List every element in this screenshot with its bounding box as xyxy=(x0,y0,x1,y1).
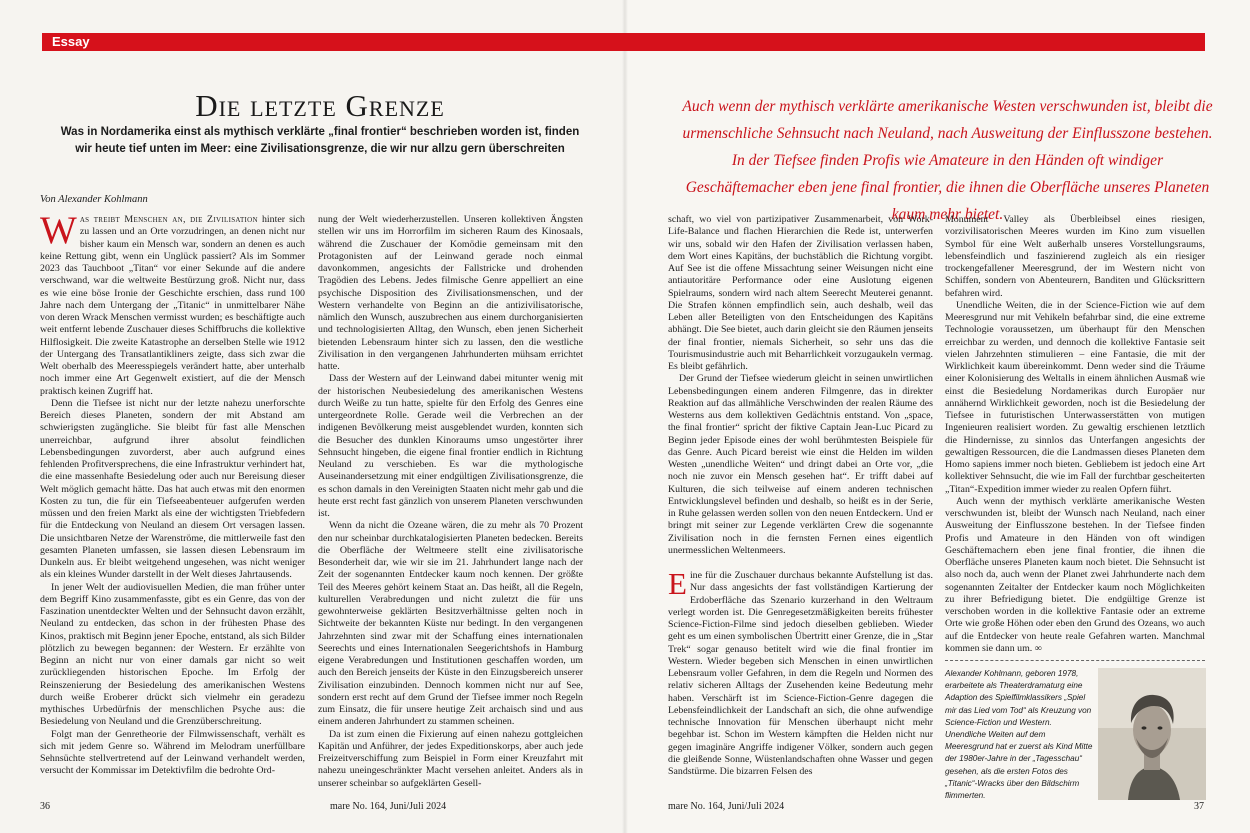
paragraph: Denn die Tiefsee ist nicht nur der letzte nahezu unerforschte Bereich dieses Planeten, sondern der mit Abstand am schwierigsten zugängliche. Sie bleibt für fast alle Menschen unerreichbar, aufgrund ihrer absolut feindlichen Lebensbedingungen zuvorderst, aber auch aufgrund eines fehlenden Profitversprechens, die eine Infrastruktur verhindert hat, die eine massenhafte Besiedelung oder auch nur Bereisung dieser Welt möglich gemacht hätte. Das hat auch etwas mit den enormen Kosten zu tun, die für ein Tiefseeabenteuer aufgerufen werden müssen und den freien Markt als eine der wichtigsten Triebfedern für die Entdeckung von Neuland an diesem Ort versagen lassen. Die unsichtbaren Netze der Warenströme, die mittlerweile fast den gesamten Planeten umfassen, sie lassen diesen Lebensraum im Dunkeln aus. Er bleibt weitgehend ungesehen, was nicht weniger als ein kleines Wunder darstellt in der Welt dieses Jahrtausends. xyxy=(40,397,305,581)
paragraph: Wenn da nicht die Ozeane wären, die zu mehr als 70 Prozent den nur scheinbar durchkatalogisierten Planeten bedecken. Bereits die Oberfläche der Weltmeere stellt eine zivilisatorische Besonderheit dar, wie wir sie im 21. Jahrhundert lange nach der Zeit der sogenannten Entdecker kaum noch kennen. Der größte Teil des Meeres gehört keinem Staat an. Das heißt, all die Regeln, kulturellen Verabredungen und nicht zuletzt die für uns gewohnterweise geklärten Besitzverhältnisse gelten noch in Sichtweite der bekannten Küste nur bedingt. In den vergangenen Jahrzehnten sind zwar mit der Schaffung eines internationalen Seerechts und eines Internationalen Seegerichtshofs in Hamburg eigene Verabredungen und Institutionen geschaffen worden, um auch den Bereich jenseits der Küste in den Einzugsbereich unserer Zivilisation einzubinden. Dennoch kommen nicht nur auf See, sondern erst recht auf dem Grund der Tiefsee immer noch Regeln zum Einsatz, die für unsere heutige Zeit archaisch sind und aus einem anderen Jahrhundert zu stammen scheinen. xyxy=(318,520,583,728)
author-portrait xyxy=(1098,668,1206,800)
pull-quote: Auch wenn der mythisch verklärte amerikanische Westen verschwunden ist, bleibt die urmenschliche Sehnsucht nach Neuland, nach Ausweitung der Einflusszone bestehen. In der Tiefsee finden Profis wie Amateure in den Händen oft windiger Geschäftemacher eben jene final frontier, die ihnen die Oberfläche unseres Planeten kaum mehr bietet. xyxy=(682,98,1213,223)
article-headline: Die letzte Grenze xyxy=(195,88,445,123)
paragraph: In jener Welt der audiovisuellen Medien, die man früher unter dem Begriff Kino zusammenfasste, gibt es ein Genre, das von der Faszination unentdeckter Welten und der Sehnsucht davon erzählt, Neuland zu entdecken, das schon in der frühesten Phase des Kinos, praktisch mit Beginn jener Epoche, entstand, als sich Bilder plötzlich zu bewegen begannen: der Western. Er erzählte von Beginn an nicht nur von einer damals gar nicht so weit zurückliegenden historischen Epoche. Im Erfolg der Reinszenierung der Besiedelung des amerikanischen Westens durch weiße Eroberer drückt sich vielmehr ein geradezu mythisches Urbedürfnis der menschlichen Psyche aus: die Besiedelung von Neuland und die Grenzüberschreitung. xyxy=(40,581,305,728)
paragraph xyxy=(40,214,305,398)
left-page-number: 36 xyxy=(40,801,50,812)
paragraph: Dass der Western auf der Leinwand dabei mitunter wenig mit der historischen Neubesiedelung des amerikanischen Westens durch Weiße zu tun hatte, spielte für den Erfolg des Genres eine untergeordnete Rolle. Gerade weil die Verbrechen an der indigenen Bevölkerung meist ausgeblendet wurden, konnten sich die Besucher des dunklen Kinoraums umso ungestörter ihrer Sehnsucht hingeben, die eigene final frontier endlich in Richtung Neuland zu verschieben. Es war die mythologische Auseinandersetzung mit einer endgültigen Zivilisationsgrenze, die es schon damals in den Vereinigten Staaten nicht mehr gab und die heute erst recht fast gänzlich von unserem Planeten verschwunden ist. xyxy=(318,373,583,519)
page-gutter xyxy=(622,0,628,833)
paragraph: nung der Welt wiederherzustellen. Unseren kollektiven Ängsten stellen wir uns im Horrorfilm im sicheren Raum des Kinosaals, während die Zuschauer der Komödie gemeinsam mit den Protagonisten auf der Leinwand gerade noch einmal davonkommen, angesichts der Fallstricke und drohenden Tragödien des Lebens. Jedes filmische Genre appelliert an eine psychische Disposition des Zivilisationsmenschen, und der Western verhandelte von Beginn an die antizivilisatorische, nämlich den Wunsch, auszubrechen aus einem durchorganisierten und technologisierten Alltag, den Wunsch, eben jenen Sicherheit bietenden Lebensraum hinter sich zu lassen, den die westliche Zivilisation in den vergangenen Jahrhunderten mühsam errichtet hatte. xyxy=(318,214,583,372)
left-issue-info: mare No. 164, Juni/Juli 2024 xyxy=(330,801,447,812)
author-bio: Alexander Kohlmann, geboren 1978, erarbeitete als Theaterdramaturg eine Adaption des Spielfilmklassikers „Spiel mir das Lied vom Tod“ als Kreuzung von Science-Fiction und Western. Unendliche Weiten auf dem Meeresgrund hat er zuerst als Kind Mitte der 1980er-Jahre in der „Tagesschau“ gesehen, als die ersten Fotos des „Titanic“-Wracks über den Bildschirm flimmerten. xyxy=(945,669,1093,801)
paragraph: Monument Valley als Überbleibsel eines riesigen, vorzivilisatorischen Meeres wurden im Kino zum visuellen Symbol für eine Welt außerhalb unseres Vorstellungsraums, lebensfeindlich und faszinierend zugleich als ein riesiger trockengefallener Meeresgrund, der im Western nicht von Schiffen, sondern von Abenteurern, Banditen und Glücksrittern befahren wird. xyxy=(945,214,1205,299)
rubric-bar xyxy=(42,33,1205,51)
text-column-3 xyxy=(668,214,933,812)
paragraph: Unendliche Weiten, die in der Science-Fiction wie auf dem Meeresgrund nur mit Vehikeln befahrbar sind, die eine extreme Technologie voraussetzen, um überhaupt für den Menschen erreichbar zu werden, und dennoch die kollektive Fantasie seit vielen Jahrzehnten stimulieren – eine Fantasie, die mit der Wirklichkeit kaum übereinkommt. Denn weder sind die Träume einer Kolonisierung des Weltalls in einem ähnlichen Ausmaß wie einst die Besiedelung Nordamerikas durch Europäer nur annähernd Wirklichkeit geworden, noch ist die Besiedelung der Tiefsee in futuristischen Unterwasserstätten von mutigen Ingenieuren realisiert worden. Zu gewaltig erschienen letztlich die Hindernisse, zu sinnlos das Unterfangen angesichts der gewaltigen Ressourcen, die die Landmassen dieses Planeten dem Homo sapiens immer noch bieten. Gebliebem ist jedoch eine Art kollektiver Sehnsucht, die wie im Fall der furchtbar gescheiterten „Titan“-Expedition immer wieder zu realen Opfern führt. xyxy=(945,299,1205,495)
paragraph xyxy=(668,566,933,778)
text-column-2 xyxy=(318,214,583,812)
paragraph: Folgt man der Genretheorie der Filmwissenschaft, verhält es sich mit jedem Genre so. Während im Melodram unerfüllbare Sehnsüchte stellvertretend auf der Leinwand verhandelt werden, versucht der Kommissar im Detektivfilm die bedrohte Ord- xyxy=(40,728,305,777)
drop-cap: E xyxy=(668,566,687,601)
drop-cap: W xyxy=(40,214,77,252)
rubric-label: Essay xyxy=(52,34,90,49)
right-issue-info: mare No. 164, Juni/Juli 2024 xyxy=(668,801,785,812)
portrait-illustration xyxy=(1098,668,1206,800)
paragraph-text: hinter sich zu lassen und an Orte vorzudringen, an denen nicht nur bisher kaum ein Mensch war, sondern an denen es auch keine Rettung gibt, wenn ein Unglück passiert? Als im Sommer 2023 das Tauchboot „Titan“ vor einer Sekunde auf die andere verschwand, war die weltweite Bestürzung groß. Nicht nur, dass es wie eine böse Ironie der Geschichte erschien, dass rund 100 Jahre nach dem Untergang der „Titanic“ in unmittelbarer Nähe von deren Wrack Menschen vermisst wurden; es beschäftigte auch weit entfernt lebende Zuschauer dieses Schiffbruchs die kollektive Hilflosigkeit. Die zweite Katastrophe an derselben Stelle wie 1912 der Untergang des Transatlantikliners zeigte, dass sich zwar die Welt oberhalb des Meeresspiegels verändert hatte, aber unterhalb noch immer eine Art Gegenwelt existiert, auf die der Mensch praktisch keinen Zugriff hat. xyxy=(40,214,305,397)
paragraph: Der Grund der Tiefsee wiederum gleicht in seinen unwirtlichen Lebensbedingungen einem anderen Filmgenre, das in direkter Reaktion auf das allmähliche Verschwinden der realen Räume des Westerns aus dem kollektiven Gedächtnis entstand. Von „space, the final frontier“ spricht der fiktive Captain Jean-Luc Picard zu Beginn jeder Episode eines der wohl berühmtesten Beispiele für das Genre. Auch Picard bereist wie einst die Helden im wilden Westen „unendliche Weiten“ und dringt dabei an Orte vor, „die noch nie zuvor ein Mensch gesehen hat“. Er trifft dabei auf Kulturen, die sich teilweise auf einem anderen technischen Entwicklungslevel befinden und deshalb, so heißt es in der Serie, in Ruhe gelassen werden sollen von den neuen Entdeckern. Und er bringt mit seiner zur Legende verklärten Crew die sogenannte Zivilisation noch in die fernsten Fernen eines eigentlich unermesslichen Weltenmeers. xyxy=(668,373,933,556)
paragraph: Da ist zum einen die Fixierung auf einen nahezu gottgleichen Kapitän und Anführer, der jedes Expeditionskorps, aber auch jede Freizeitverschiffung zum Beispiel in Form einer Kreuzfahrt mit nahezu uneingeschränkter Macht versehen anleitet. Anders als in unserer scheinbar so aufgeklärten Gesell- xyxy=(318,728,583,789)
text-column-4 xyxy=(945,214,1205,652)
bio-divider xyxy=(945,660,1205,661)
right-page-number: 37 xyxy=(1194,801,1204,812)
article-subhead: Was in Nordamerika einst als mythisch verklärte „final frontier“ beschrieben worden ist, finden wir heute tief unten im Meer: eine Zivilisationsgrenze, die wir nur allzu gern überschreiten xyxy=(60,126,580,155)
paragraph-text: ine für die Zuschauer durchaus bekannte Aufstellung ist das. Nur dass angesichts der fast vollständigen Kartierung der Erdoberfläche das Szenario kurzerhand in den Weltraum verlegt worden ist. Die Genregesetzmäßigkeiten bereits frühester Science-Fiction-Filme sind jedoch dieselben geblieben. Wieder geht es um einen symbolischen Übertritt einer Grenze, die in „Star Trek“ sogar genauso betitelt wird wie die final frontier im Western. Wieder begeben sich Menschen in einen unwirtlichen Lebensraum voller Gefahren, in dem die Regeln und Normen des relativ sicheren Alltags der Zusehenden keine Bedeutung mehr haben. Verschärft ist im Science-Fiction-Genre dagegen die Lebensfeindlichkeit der Landschaft an sich, die ohne aufwendige technische Innovation für Menschen überhaupt nicht mehr begehbar ist. Schon im Western kämpften die Helden nicht nur gegen imaginäre Angriffe indigener Völker, sondern auch gegen die gleißende Sonne, Wüstenlandschaften ohne Wasser und gegen Sandstürme. Die bizarren Felsen des xyxy=(668,570,933,777)
text-column-1 xyxy=(40,214,305,812)
paragraph: schaft, wo viel von partizipativer Zusammenarbeit, von Work-Life-Balance und flachen Hierarchien die Rede ist, unterwerfen wir uns, sobald wir den Hafen der Zivilisation verlassen haben, dem Wort eines Kapitäns, der buchstäblich die Richtung vorgibt. Auf See ist die offene Missachtung seiner Weisungen nicht eine antiautoritäre Performance oder eine Auslotung eigenen Spielraums, sondern wird nach altem Seerecht Meuterei genannt. Die Strafen können empfindlich sein, auch deshalb, weil das Leben aller Beteiligten von den Entscheidungen des Kapitäns abhängt. Die See bietet, auch darin gleicht sie den Räumen jenseits der final frontier, niemals Sicherheit, so sehr uns das die Tourismusindustrie auch mit Beharrlichkeit vorzugaukeln vermag. Es bleibt gefährlich. xyxy=(668,214,933,372)
lead-in: as treibt Menschen an, die Zivilisation xyxy=(79,214,258,225)
author-byline: Von Alexander Kohlmann xyxy=(40,194,148,205)
paragraph: Auch wenn der mythisch verklärte amerikanische Westen verschwunden ist, bleibt der Wunsch nach Neuland, nach einer Ausweitung der Einflusszone bestehen. In der Tiefsee finden Profis und Amateure in den Händen von oft windigen Geschäftemachern eben jene final frontier, die ihnen die Oberfläche unseres Planeten kaum noch bietet. Die Sehnsucht ist also noch da, auch wenn der Planet zwei Jahrhunderte nach dem sogenannten Zeitalter der Entdecker kaum noch Möglichkeiten zu ihrer Befriedigung bietet. Die endgültige Grenze ist verschoben worden in die kollektive Fantasie oder an extreme Orte wie große Höhen oder eben den Grund des Ozeans, wo auch auf die Entdecker von heute reale Gefahren warten. Manchmal kommen sie dann um. ∞ xyxy=(945,495,1205,652)
